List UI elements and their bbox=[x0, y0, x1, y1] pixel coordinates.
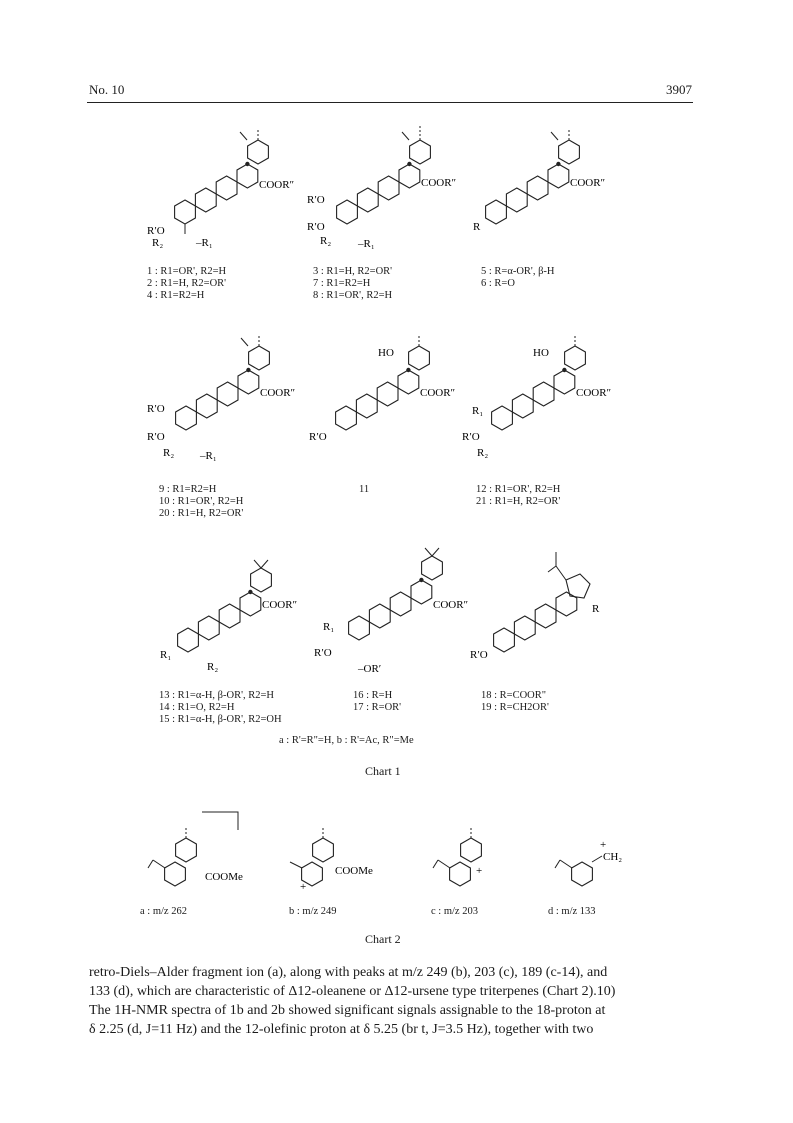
r2-label-3: R₂ bbox=[320, 235, 332, 247]
fragment-d bbox=[555, 839, 606, 886]
ro-label-9b: R′O bbox=[147, 431, 165, 443]
paragraph-line: δ 2.25 (d, J=11 Hz) and the 12-olefinic proton at δ 5.25 (br t, J=3.5 Hz), together with two bbox=[89, 1022, 594, 1037]
r-label-5: R bbox=[473, 221, 481, 233]
coor-label-16: COOR″ bbox=[433, 599, 469, 611]
paragraph-line: 133 (d), which are characteristic of Δ12-oleanene or Δ12-ursene type triterpenes (Chart 2).10) bbox=[89, 984, 616, 999]
compound-label: 1 : R1=OR', R2=H bbox=[147, 266, 227, 277]
compound-label: 5 : R=α-OR', β-H bbox=[481, 266, 555, 277]
ro-label-18: R′O bbox=[470, 649, 488, 661]
ro-label-12: R′O bbox=[462, 431, 480, 443]
compound-label: 17 : R=OR' bbox=[353, 702, 402, 713]
labels-group-1 bbox=[147, 266, 226, 302]
ro-label-3b: R′O bbox=[307, 221, 325, 233]
ho-label-11: HO bbox=[378, 347, 394, 359]
structure-13-14-15 bbox=[178, 560, 272, 652]
svg-text:+: + bbox=[476, 865, 483, 877]
coor-label-9: COOR″ bbox=[260, 387, 296, 399]
r1-label-12: R₁ bbox=[472, 405, 484, 417]
chart1-footnote: a : R'=R"=H, b : R'=Ac, R"=Me bbox=[279, 735, 414, 746]
structure-3-7-8 bbox=[337, 124, 431, 224]
svg-text:+: + bbox=[600, 839, 607, 851]
fragment-a-label: a : m/z 262 bbox=[140, 906, 187, 917]
structure-1-2-4 bbox=[175, 128, 269, 234]
chart2-title: Chart 2 bbox=[365, 932, 401, 946]
compound-label: 4 : R1=R2=H bbox=[147, 290, 205, 301]
ho-label-12: HO bbox=[533, 347, 549, 359]
coor-label-5: COOR″ bbox=[570, 177, 606, 189]
compound-label: 7 : R1=R2=H bbox=[313, 278, 371, 289]
page-number: 3907 bbox=[666, 82, 692, 97]
ro-label-16: R′O bbox=[314, 647, 332, 659]
r2-label-1: R₂ bbox=[152, 237, 164, 249]
r1-label-1: –R₁ bbox=[196, 237, 213, 249]
ro-label-1: R′O bbox=[147, 225, 165, 237]
svg-text:+: + bbox=[300, 881, 307, 893]
labels-group-12 bbox=[476, 484, 560, 508]
fragment-b bbox=[290, 826, 333, 893]
ro-label-9a: R′O bbox=[147, 403, 165, 415]
structure-5-6 bbox=[486, 128, 580, 224]
or-label-16: –OR′ bbox=[358, 663, 382, 675]
coome-label-b: COOMe bbox=[335, 865, 373, 877]
fragment-c-label: c : m/z 203 bbox=[431, 906, 478, 917]
compound-label: 10 : R1=OR', R2=H bbox=[159, 496, 244, 507]
compound-label: 15 : R1=α-H, β-OR', R2=OH bbox=[159, 714, 282, 725]
journal-issue: No. 10 bbox=[89, 82, 125, 97]
coor-label-1: COOR″ bbox=[259, 179, 295, 191]
coor-label-11: COOR″ bbox=[420, 387, 456, 399]
paragraph-line: retro-Diels–Alder fragment ion (a), along with peaks at m/z 249 (b), 203 (c), 189 (c-14), and bbox=[89, 965, 608, 980]
structure-18-19 bbox=[494, 552, 590, 652]
labels-group-9 bbox=[159, 484, 243, 520]
structure-9-10-20 bbox=[176, 334, 270, 430]
ro-label-11: R′O bbox=[309, 431, 327, 443]
compound-label: 14 : R1=O, R2=H bbox=[159, 702, 235, 713]
fragment-c bbox=[433, 826, 482, 886]
compound-label: 11 bbox=[359, 484, 370, 495]
r2-label-12: R₂ bbox=[477, 447, 489, 459]
labels-group-11 bbox=[359, 484, 369, 495]
r1-label-3: –R₁ bbox=[358, 238, 375, 250]
coor-label-13: COOR″ bbox=[262, 599, 298, 611]
r2-label-9: R₂ bbox=[163, 447, 175, 459]
compound-label: 18 : R=COOR" bbox=[481, 690, 547, 701]
labels-group-5 bbox=[481, 266, 555, 290]
compound-label: 2 : R1=H, R2=OR' bbox=[147, 278, 227, 289]
labels-group-18 bbox=[481, 690, 549, 714]
labels-group-16 bbox=[353, 690, 401, 714]
compound-label: 8 : R1=OR', R2=H bbox=[313, 290, 393, 301]
r-label-18: R bbox=[592, 603, 600, 615]
r2-label-13: R₂ bbox=[207, 661, 219, 673]
fragment-d-label: d : m/z 133 bbox=[548, 906, 596, 917]
compound-label: 13 : R1=α-H, β-OR', R2=H bbox=[159, 690, 274, 701]
structure-16-17 bbox=[349, 548, 443, 640]
labels-group-3 bbox=[313, 266, 392, 302]
r1-label-13: R₁ bbox=[160, 649, 172, 661]
ro-label-3a: R′O bbox=[307, 194, 325, 206]
paragraph bbox=[89, 963, 701, 1039]
compound-label: 20 : R1=H, R2=OR' bbox=[159, 508, 244, 519]
compound-label: 3 : R1=H, R2=OR' bbox=[313, 266, 393, 277]
coor-label-12: COOR″ bbox=[576, 387, 612, 399]
compound-label: 12 : R1=OR', R2=H bbox=[476, 484, 561, 495]
paragraph-line: The 1H-NMR spectra of 1b and 2b showed significant signals assignable to the 18-proton at bbox=[89, 1003, 606, 1018]
compound-label: 9 : R1=R2=H bbox=[159, 484, 217, 495]
compound-label: 19 : R=CH2OR' bbox=[481, 702, 549, 713]
labels-group-13 bbox=[159, 690, 282, 726]
compound-label: 6 : R=O bbox=[481, 278, 515, 289]
chart1-title: Chart 1 bbox=[365, 764, 401, 778]
coor-label-3: COOR″ bbox=[421, 177, 457, 189]
r1-label-16: R₁ bbox=[323, 621, 335, 633]
compound-label: 16 : R=H bbox=[353, 690, 393, 701]
compound-label: 21 : R1=H, R2=OR' bbox=[476, 496, 561, 507]
fragment-b-label: b : m/z 249 bbox=[289, 906, 337, 917]
ch2-label-d: CH₂ bbox=[603, 851, 623, 863]
coome-label-a: COOMe bbox=[205, 871, 243, 883]
r1-label-9: –R₁ bbox=[200, 450, 217, 462]
